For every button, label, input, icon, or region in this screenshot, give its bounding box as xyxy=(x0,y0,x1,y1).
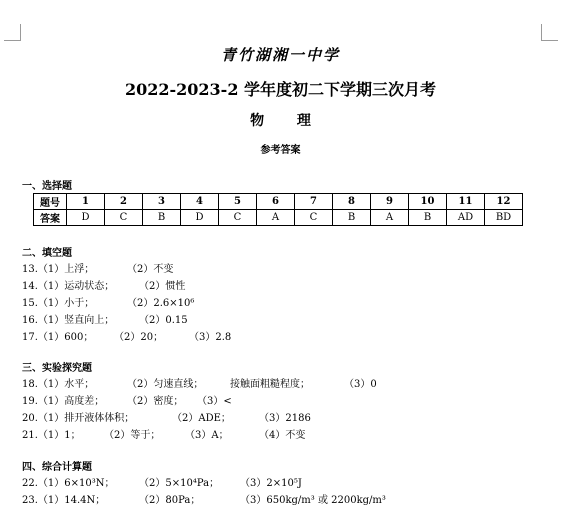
answer-part: （2）不变 xyxy=(127,264,174,275)
subject-title: 物 理 xyxy=(250,113,325,129)
answer-part: 19.（1）高度差； xyxy=(22,396,105,407)
answer-part: 20.（1）排开液体体积； xyxy=(22,413,135,424)
row-label-number: 题号 xyxy=(34,194,67,210)
answer-part: 接触面粗糙程度； xyxy=(230,379,310,390)
answer-part: （3）A； xyxy=(185,430,229,441)
answer-part: （3）2×10⁵J xyxy=(240,478,302,489)
answer-part: （2）等于； xyxy=(104,430,161,441)
page-corner-mark-left xyxy=(4,24,21,41)
answer-cell: C xyxy=(219,210,257,226)
answer-row xyxy=(34,210,523,226)
answer-part: （3）0 xyxy=(344,379,377,390)
answer-cell: BD xyxy=(485,210,523,226)
answer-cell: AD xyxy=(447,210,485,226)
question-number-cell: 3 xyxy=(143,194,181,210)
question-number-cell: 2 xyxy=(105,194,143,210)
section2-heading: 二、填空题 xyxy=(22,248,72,259)
question-number-cell: 11 xyxy=(447,194,485,210)
answer-cell: C xyxy=(295,210,333,226)
answer-cell: A xyxy=(371,210,409,226)
question-number-cell: 12 xyxy=(485,194,523,210)
question-number-cell: 6 xyxy=(257,194,295,210)
row-label-answer: 答案 xyxy=(34,210,67,226)
answer-part: 13.（1）上浮； xyxy=(22,264,95,275)
answer-part: 17.（1）600； xyxy=(22,332,94,343)
answer-part: 14.（1）运动状态； xyxy=(22,281,115,292)
answer-part: （2）密度； xyxy=(127,396,184,407)
question-number-cell: 4 xyxy=(181,194,219,210)
answer-cell: B xyxy=(143,210,181,226)
answer-part: （2）匀速直线； xyxy=(127,379,204,390)
page-corner-mark-right xyxy=(541,24,558,41)
question-number-row xyxy=(34,194,523,210)
question-number-cell: 1 xyxy=(67,194,105,210)
answer-part: 21.（1）1； xyxy=(22,430,81,441)
answer-part: （2）5×10⁴Pa； xyxy=(139,478,220,489)
answer-part: （3）650kg/m³ 或 2200kg/m³ xyxy=(240,495,386,506)
answer-cell: C xyxy=(105,210,143,226)
answer-part: （3）< xyxy=(197,396,232,407)
answer-part: 16.（1）竖直向上； xyxy=(22,315,115,326)
answer-cell: B xyxy=(409,210,447,226)
answer-cell: D xyxy=(181,210,219,226)
question-number-cell: 9 xyxy=(371,194,409,210)
exam-title: 2022-2023-2 学年度初二下学期三次月考 xyxy=(124,80,437,99)
answer-part: 22.（1）6×10³N； xyxy=(22,478,115,489)
answer-part: （4）不变 xyxy=(259,430,306,441)
answer-part: （2）2.6×10⁶ xyxy=(127,298,195,309)
answer-part: （2）20； xyxy=(114,332,164,343)
answer-part: 18.（1）水平； xyxy=(22,379,95,390)
answer-part: （2）80Pa； xyxy=(139,495,201,506)
answer-part: （2）ADE； xyxy=(172,413,231,424)
answer-part: 23.（1）14.4N； xyxy=(22,495,106,506)
answer-cell: B xyxy=(333,210,371,226)
answer-part: （3）2186 xyxy=(259,413,311,424)
section1-heading: 一、选择题 xyxy=(22,181,72,192)
question-number-cell: 5 xyxy=(219,194,257,210)
answer-part: （2）0.15 xyxy=(139,315,188,326)
school-name: 青竹湖湘一中学 xyxy=(220,46,340,64)
question-number-cell: 8 xyxy=(333,194,371,210)
section4-heading: 四、综合计算题 xyxy=(22,462,92,473)
answer-cell: D xyxy=(67,210,105,226)
answer-table xyxy=(33,193,523,226)
section3-heading: 三、实验探究题 xyxy=(22,363,92,374)
answer-part: （2）惯性 xyxy=(139,281,186,292)
question-number-cell: 7 xyxy=(295,194,333,210)
answer-cell: A xyxy=(257,210,295,226)
answer-key-label: 参考答案 xyxy=(260,145,301,156)
question-number-cell: 10 xyxy=(409,194,447,210)
answer-part: （3）2.8 xyxy=(189,332,232,343)
answer-part: 15.（1）小于； xyxy=(22,298,95,309)
